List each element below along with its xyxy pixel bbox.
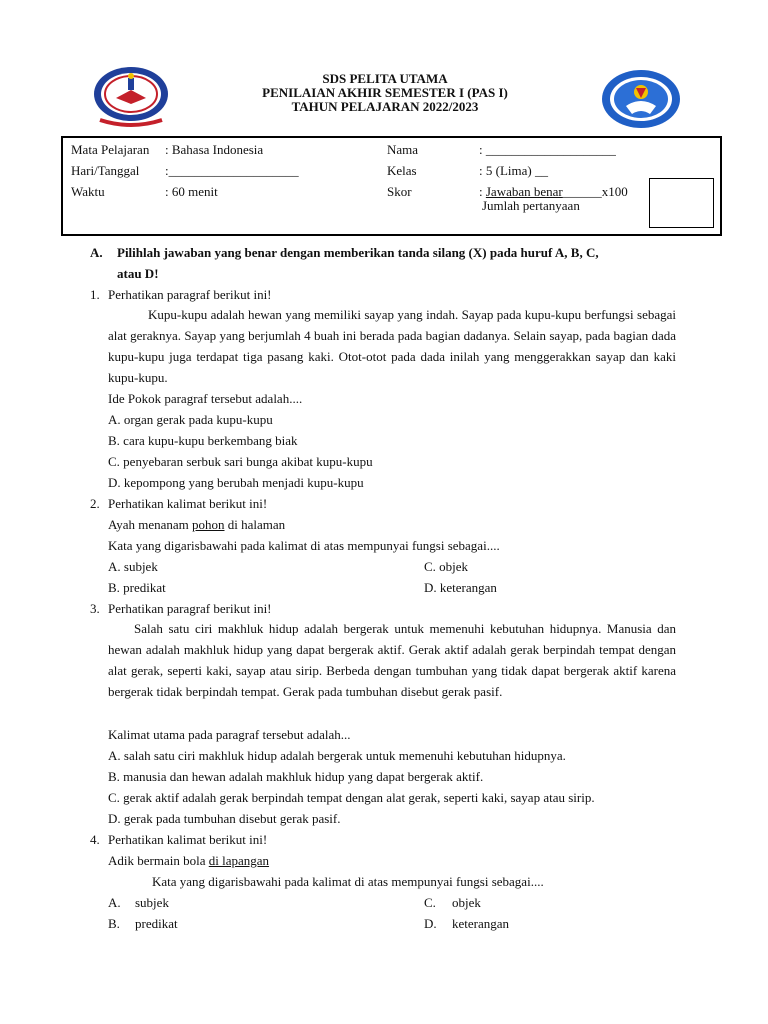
answer-option[interactable] bbox=[108, 916, 120, 932]
student-info-box bbox=[61, 136, 722, 236]
question-prompt: Perhatikan paragraf berikut ini! bbox=[108, 287, 272, 302]
question-prompt: Perhatikan kalimat berikut ini! bbox=[108, 832, 268, 847]
subject-value: : Bahasa Indonesia bbox=[165, 142, 264, 157]
instruction-line-2: atau D! bbox=[117, 266, 159, 281]
name-label: Nama bbox=[387, 142, 419, 157]
question-text: Ide Pokok paragraf tersebut adalah.... bbox=[108, 391, 303, 406]
exam-header bbox=[200, 72, 570, 114]
class-value: : 5 (Lima) __ bbox=[479, 163, 548, 178]
school-emblem-icon bbox=[92, 64, 170, 130]
answer-option-text[interactable]: predikat bbox=[135, 916, 178, 931]
example-sentence bbox=[108, 517, 285, 533]
subject-label: Mata Pelajaran bbox=[71, 142, 150, 157]
question-prompt: Perhatikan paragraf berikut ini! bbox=[108, 601, 272, 616]
answer-option[interactable]: D. kepompong yang berubah menjadi kupu-kupu bbox=[108, 475, 364, 490]
sentence-part: di halaman bbox=[224, 517, 286, 532]
answer-option[interactable]: A. subjek bbox=[108, 559, 158, 574]
date-field[interactable]: :____________________ bbox=[165, 163, 299, 178]
question-text: Kalimat utama pada paragraf tersebut adalah... bbox=[108, 727, 351, 742]
option-letter: B. bbox=[108, 916, 120, 931]
school-name: SDS PELITA UTAMA bbox=[322, 71, 448, 86]
answer-option[interactable] bbox=[424, 895, 436, 911]
answer-option[interactable] bbox=[108, 895, 121, 911]
score-box[interactable] bbox=[649, 178, 714, 228]
instruction-line-1: Pilihlah jawaban yang benar dengan memberikan tanda silang (X) pada huruf A, B, C, bbox=[117, 245, 599, 260]
answer-option[interactable]: C. objek bbox=[424, 559, 469, 574]
option-letter: D. bbox=[424, 916, 437, 931]
score-multiplier: ______x100 bbox=[562, 184, 628, 199]
answer-option[interactable]: A. organ gerak pada kupu-kupu bbox=[108, 412, 273, 427]
question-text: Kata yang digarisbawahi pada kalimat di atas mempunyai fungsi sebagai.... bbox=[152, 874, 544, 889]
answer-option-text[interactable]: keterangan bbox=[452, 916, 510, 931]
question-number: 4. bbox=[90, 832, 100, 847]
answer-option[interactable]: D. keterangan bbox=[424, 580, 497, 595]
question-number: 2. bbox=[90, 496, 100, 511]
question-paragraph: Kupu-kupu adalah hewan yang memiliki sayap yang indah. Sayap pada kupu-kupu berfungsi sebagai alat geraknya. Sayap yang berjumlah 4 buah ini berada pada bagian dadanya. Selain sayap, pada bagian dada kupu-kupu juga terdapat tiga pasang kaki. Otot-otot pada dada inilah yang menggerakkan sayap dan kaki kupu-kupu. bbox=[108, 307, 676, 385]
underlined-word: di lapangan bbox=[208, 853, 270, 868]
answer-option[interactable]: B. manusia dan hewan adalah makhluk hidup yang dapat bergerak aktif. bbox=[108, 769, 484, 784]
answer-option[interactable]: D. gerak pada tumbuhan disebut gerak pasif. bbox=[108, 811, 341, 826]
score-denominator: Jumlah pertanyaan bbox=[482, 198, 580, 213]
sentence-part: Adik bermain bola bbox=[108, 853, 209, 868]
score-prefix: : bbox=[479, 184, 486, 199]
academic-year: TAHUN PELAJARAN 2022/2023 bbox=[291, 99, 479, 114]
answer-option[interactable] bbox=[424, 916, 437, 932]
class-label: Kelas bbox=[387, 163, 417, 178]
answer-option-text[interactable]: objek bbox=[452, 895, 481, 910]
answer-option[interactable]: B. cara kupu-kupu berkembang biak bbox=[108, 433, 298, 448]
answer-option-text[interactable]: subjek bbox=[135, 895, 169, 910]
score-label: Skor bbox=[387, 184, 412, 199]
underlined-word: pohon bbox=[192, 517, 225, 532]
question-number: 1. bbox=[90, 287, 100, 302]
option-letter: C. bbox=[424, 895, 436, 910]
time-value: : 60 menit bbox=[165, 184, 218, 199]
answer-option[interactable]: C. penyebaran serbuk sari bunga akibat kupu-kupu bbox=[108, 454, 373, 469]
time-label: Waktu bbox=[71, 184, 105, 199]
answer-option[interactable]: C. gerak aktif adalah gerak berpindah tempat dengan alat gerak, seperti kaki, sayap atau sirip. bbox=[108, 790, 595, 805]
exam-title: PENILAIAN AKHIR SEMESTER I (PAS I) bbox=[262, 85, 508, 100]
question-prompt: Perhatikan kalimat berikut ini! bbox=[108, 496, 268, 511]
option-letter: A. bbox=[108, 895, 121, 910]
question-number: 3. bbox=[90, 601, 100, 616]
example-sentence bbox=[108, 853, 269, 869]
answer-option[interactable]: A. salah satu ciri makhluk hidup adalah bergerak untuk memenuhi kebutuhan hidupnya. bbox=[108, 748, 566, 763]
sentence-part: Ayah menanam bbox=[108, 517, 192, 532]
answer-option[interactable]: B. predikat bbox=[108, 580, 166, 595]
score-numerator: Jawaban benar bbox=[485, 184, 563, 199]
tut-wuri-handayani-icon bbox=[600, 68, 682, 130]
question-paragraph: Salah satu ciri makhluk hidup adalah bergerak untuk memenuhi kebutuhan hidupnya. Manusia dan hewan adalah makhluk hidup yang dapat bergerak aktif. Gerak aktif adalah gerak berpindah tempat dengan alat gerak, seperti kaki, sayap atau sirip. Berbeda dengan tumbuhan yang tidak dapat bergerak aktif karena bergerak tidak berpindah tempat. Gerak pada tumbuhan disebut gerak pasif. bbox=[108, 621, 676, 699]
section-marker: A. bbox=[90, 245, 103, 260]
question-text: Kata yang digarisbawahi pada kalimat di atas mempunyai fungsi sebagai.... bbox=[108, 538, 500, 553]
name-field[interactable]: : ____________________ bbox=[479, 142, 616, 157]
date-label: Hari/Tanggal bbox=[71, 163, 140, 178]
